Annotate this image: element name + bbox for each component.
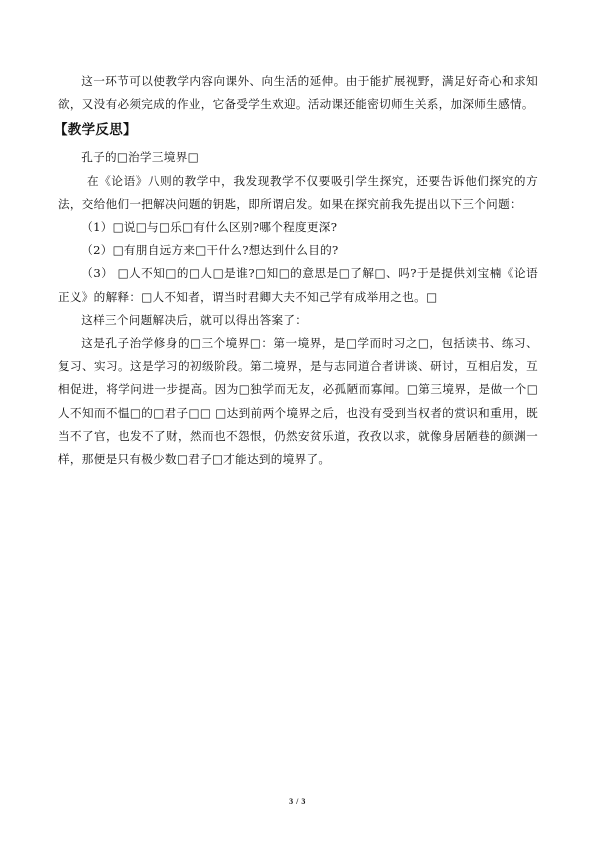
- document-body: [54, 70, 538, 471]
- question-1: （1）□说□与□乐□有什么区别?哪个程度更深?: [81, 220, 338, 235]
- question-2: （2）□有朋自远方来□干什么?想达到什么目的?: [81, 243, 339, 258]
- question-3: （3） □人不知□的□人□是谁?□知□的意思是□了解□、吗?于是提供刘宝楠《论语正义》的解释：□人不知者，谓当时君卿大夫不知己学有成举用之也。□: [58, 266, 538, 304]
- essay-subtitle: 孔子的□治学三境界□: [81, 150, 199, 165]
- body-paragraph-2: 这样三个问题解决后，就可以得出答案了：: [81, 312, 308, 327]
- page-number: 3 / 3: [289, 797, 306, 806]
- body-paragraph-3: 这是孔子治学修身的□三个境界□：第一境界，是□学而时习之□，包括读书、练习、复习、实习。这是学习的初级阶段。第二境界，是与志同道合者讲谈、研讨，互相启发，互相促进，将学问进一步提高。因为□独学而无友，必孤陋而寡闻。□第三境界，是做一个□人不知而不愠□的□君子□□ □达到前两个境界之后，也没有受到当权者的赏识和重用，既当不了官，也发不了财，然而也不怨恨，仍然安贫乐道，孜孜以求，就像身居陋巷的颜渊一样，那便是只有极少数□君子□才能达到的境界了。: [58, 336, 538, 467]
- section-heading: 【教学反思】: [54, 122, 137, 139]
- body-paragraph-1: 在《论语》八则的教学中，我发现教学不仅要吸引学生探究，还要告诉他们探究的方法，交给他们一把解决问题的钥匙，即所谓启发。如果在探究前我先提出以下三个问题：: [58, 173, 538, 211]
- intro-paragraph: 这一环节可以使教学内容向课外、向生活的延伸。由于能扩展视野，满足好奇心和求知欲，又没有必须完成的作业，它备受学生欢迎。活动课还能密切师生关系，加深师生感情。: [58, 74, 538, 112]
